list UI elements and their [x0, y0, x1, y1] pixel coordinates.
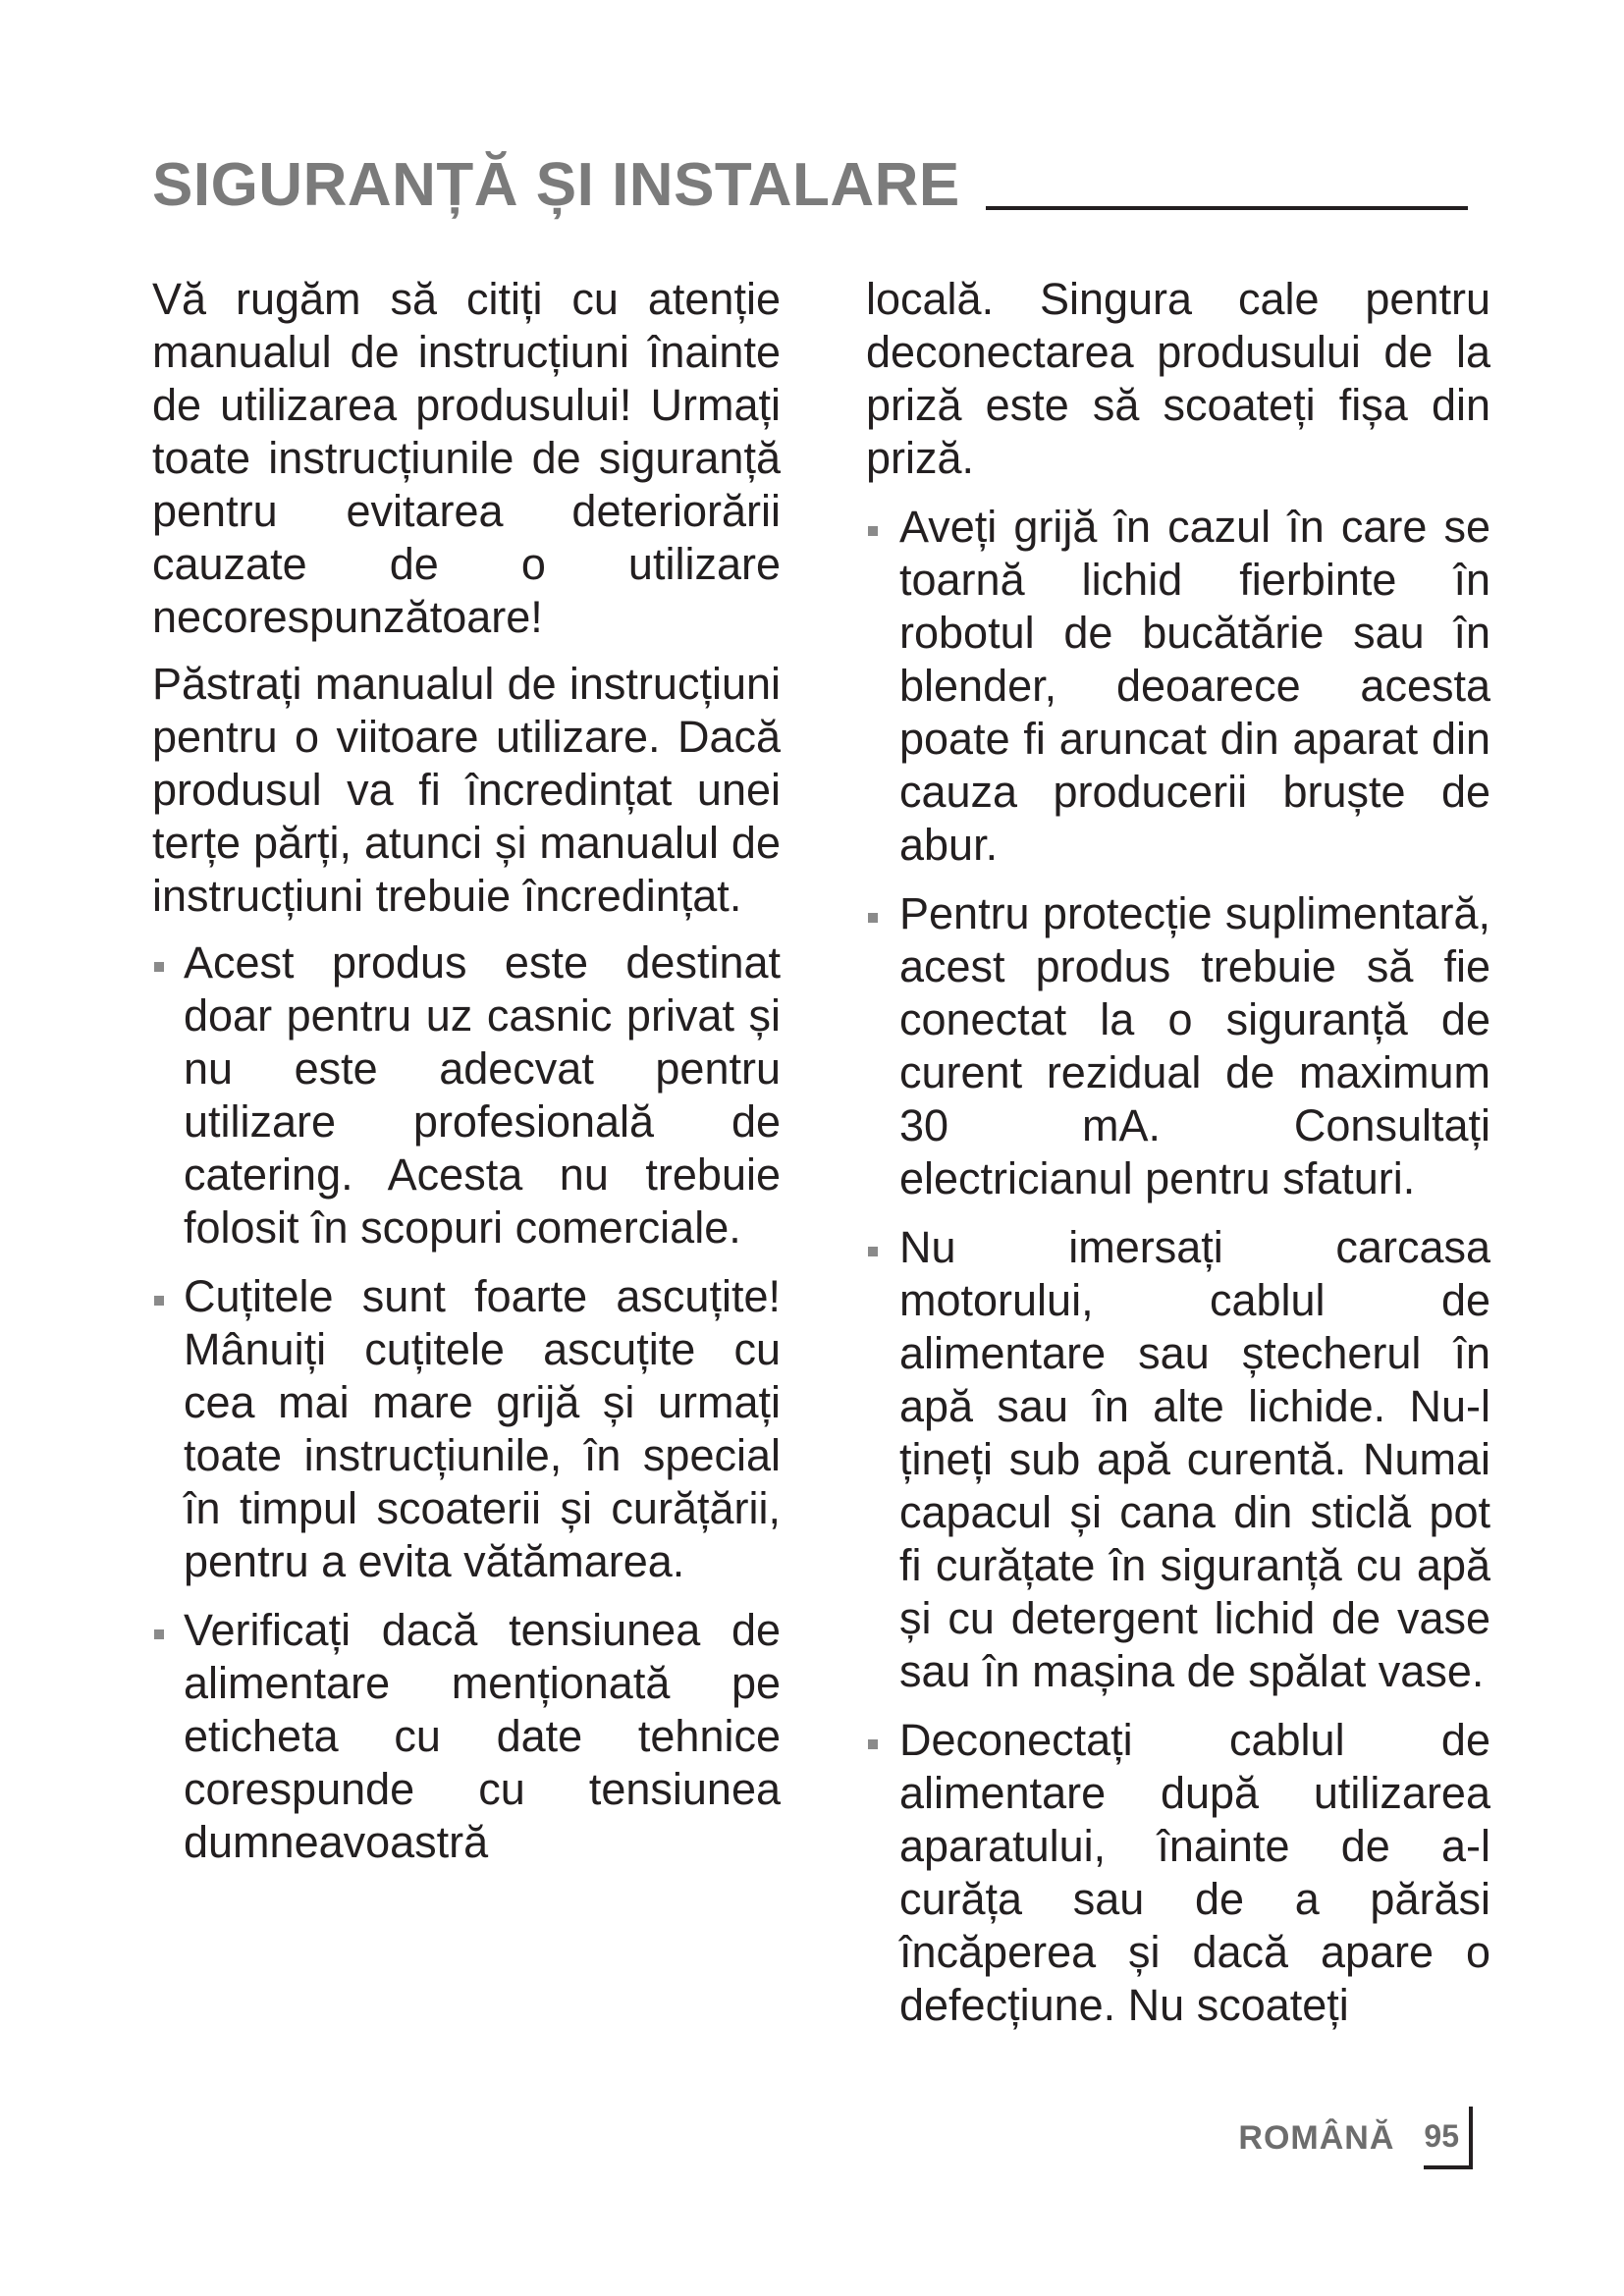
left-column — [152, 273, 781, 1885]
page-title: SIGURANȚĂ ȘI INSTALARE — [152, 151, 960, 219]
bullet-square-icon — [154, 1629, 164, 1639]
list-item-text: Aveți grijă în cazul în care se toarnă lichid fierbinte în robotul de bucătărie sau în blender, deoarece acesta poate fi aruncat din aparat din cauza producerii bruște de abur. — [899, 502, 1490, 870]
footer-language: ROMÂNĂ — [1238, 2118, 1395, 2157]
intro-paragraph: Vă rugăm să citiți cu atenție manualul de instrucțiuni înainte de utilizarea produsului! Urmați toate instrucțiunile de siguranță pentru evitarea deteriorării cauzate de o utilizare necorespunzătoare! — [152, 274, 781, 642]
list-item-text: Acest produs este destinat doar pentru uz casnic privat și nu este adecvat pentru utilizare profesională de catering. Acesta nu trebuie folosit în scopuri comerciale. — [184, 937, 781, 1253]
bullet-square-icon — [154, 1296, 164, 1306]
page-header — [152, 137, 1468, 219]
list-item-text: Deconectați cablul de alimentare după utilizarea aparatului, înainte de a-l curăța sau de a părăsi încăperea și dacă apare o defecțiune. Nu scoateți — [899, 1715, 1490, 2030]
list-item — [866, 887, 1490, 1205]
bullet-square-icon — [868, 913, 878, 923]
list-item-text: Pentru protecție suplimentară, acest produs trebuie să fie conectat la o siguranță de curent rezidual de maximum 30 mA. Consultați electricianul pentru sfaturi. — [899, 888, 1490, 1203]
bullet-square-icon — [154, 962, 164, 972]
list-item — [866, 1221, 1490, 1698]
list-item — [152, 1604, 781, 1869]
title-rule — [986, 206, 1468, 210]
bullet-square-icon — [868, 526, 878, 536]
page-number: 95 — [1424, 2107, 1473, 2169]
list-item — [152, 936, 781, 1255]
list-item — [866, 1714, 1490, 2032]
list-item-text: Cuțitele sunt foarte ascuțite! Mânuiți cuțitele ascuțite cu cea mai mare grijă și urmați toate instrucțiunile, în special în timpul scoaterii și curățării, pentru a evita vătămarea. — [184, 1271, 781, 1586]
continuation-paragraph: locală. Singura cale pentru deconectarea produsului de la priză este să scoateți fișa din priză. — [866, 274, 1490, 483]
right-bullet-list — [866, 501, 1490, 2032]
bullet-square-icon — [868, 1247, 878, 1256]
list-item-text: Verificați dacă tensiunea de alimentare menționată pe eticheta cu date tehnice corespunde cu tensiunea dumneavoastră — [184, 1605, 781, 1867]
list-item — [152, 1270, 781, 1588]
list-item-text: Nu imersați carcasa motorului, cablul de alimentare sau ștecherul în apă sau în alte lichide. Nu-l țineți sub apă curentă. Numai capacul și cana din sticlă pot fi curățate în siguranță cu apă și cu detergent lichid de vase sau în mașina de spălat vase. — [899, 1222, 1490, 1696]
page-footer — [1178, 2109, 1473, 2167]
right-column — [866, 273, 1490, 2048]
keep-manual-paragraph: Păstrați manualul de instrucțiuni pentru o viitoare utilizare. Dacă produsul va fi încredințat unei terțe părți, atunci și manualul de instrucțiuni trebuie încredințat. — [152, 659, 781, 921]
list-item — [866, 501, 1490, 872]
bullet-square-icon — [868, 1739, 878, 1749]
left-bullet-list — [152, 936, 781, 1869]
